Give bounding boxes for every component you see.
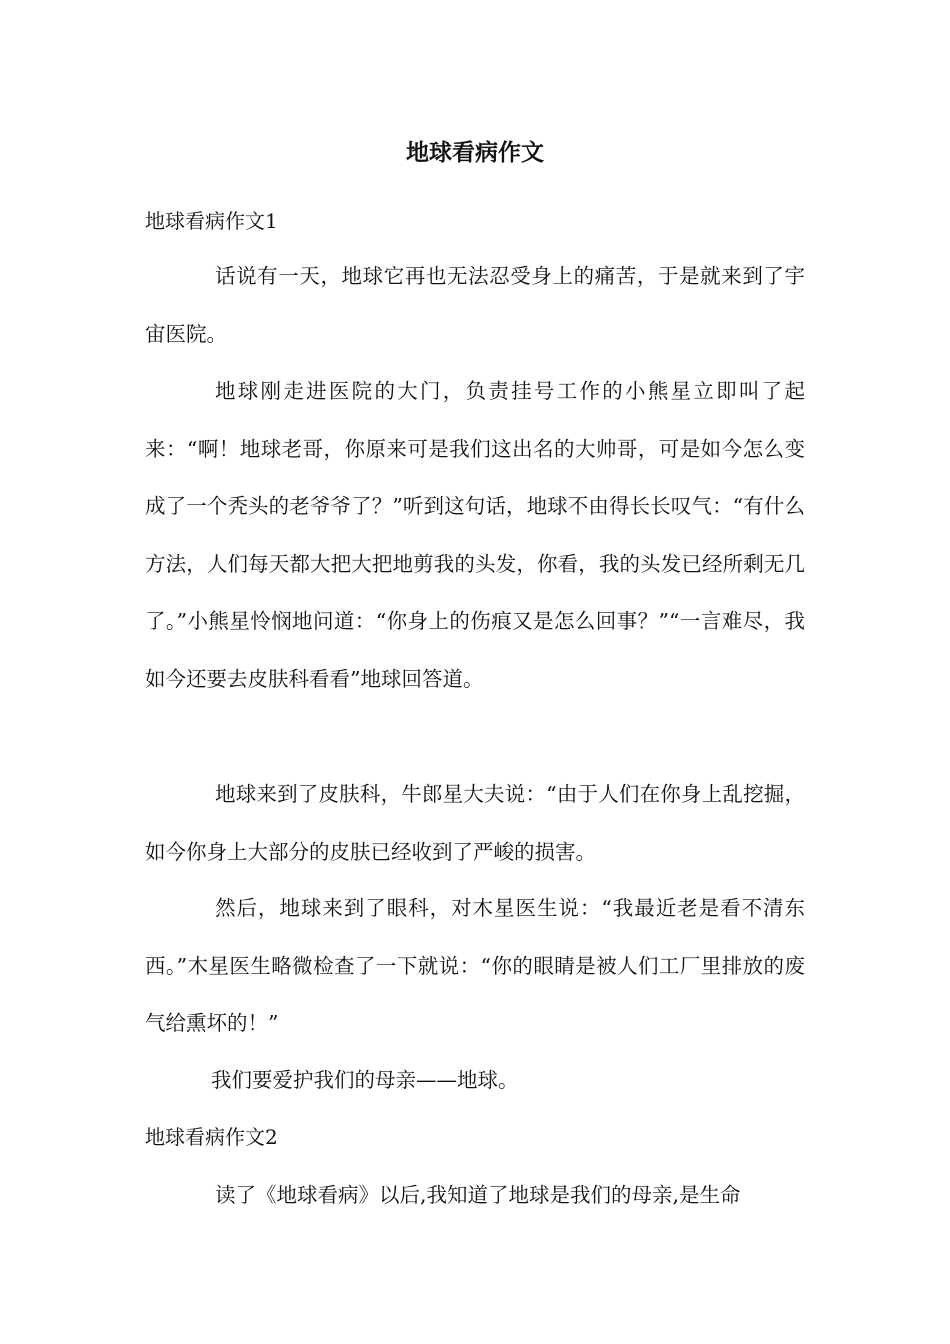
paragraph-1-4: 然后，地球来到了眼科，对木星医生说：“我最近老是看不清东西。”木星医生略微检查了一下就说：“你的眼睛是被人们工厂里排放的废气给熏坏的！”: [145, 896, 805, 1035]
section-heading-2: 地球看病作文2: [145, 1125, 278, 1149]
document-title: 地球看病作文: [406, 139, 544, 166]
paragraph-1-3: 地球来到了皮肤科，牛郎星大夫说：“由于人们在你身上乱挖掘，如今你身上大部分的皮肤已经收到了严峻的损害。: [145, 782, 805, 864]
section-heading-1: 地球看病作文1: [145, 209, 278, 233]
paragraph-1-1: 话说有一天，地球它再也无法忍受身上的痛苦，于是就来到了宇宙医院。: [145, 264, 805, 346]
paragraph-1-5: 我们要爱护我们的母亲——地球。: [211, 1068, 519, 1092]
paragraph-1-2: 地球刚走进医院的大门，负责挂号工作的小熊星立即叫了起来：“啊！地球老哥，你原来可是我们这出名的大帅哥，可是如今怎么变成了一个秃头的老爷爷了？”听到这句话，地球不由得长长叹气：“有什么方法，人们每天都大把大把地剪我的头发，你看，我的头发已经所剩无几了。”小熊星怜悯地问道：“你身上的伤痕又是怎么回事？”“一言难尽，我如今还要去皮肤科看看”地球回答道。: [145, 379, 805, 691]
paragraph-2-1: 读了《地球看病》以后,我知道了地球是我们的母亲,是生命: [215, 1183, 741, 1207]
